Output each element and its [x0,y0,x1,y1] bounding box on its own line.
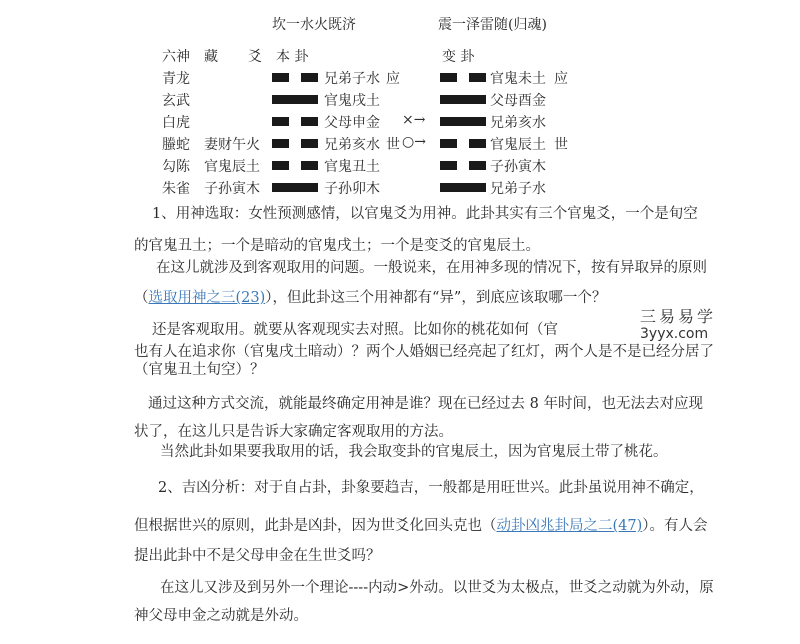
changed-yao-line [440,117,486,126]
paragraph-2-line-2-rest: ），但此卦这三个用神都有“异”，到底应该取哪一个？ [265,290,607,306]
main-yao-label: 兄弟子水 [324,71,380,87]
paragraph-1-line-2: 的官鬼丑土；一个是暗动的官鬼戌土；一个是变爻的官鬼辰土。 [134,238,540,254]
changed-yao-line [440,161,486,170]
paragraph-6-line-1: 2、吉凶分析：对于自占卦，卦象要趋吉，一般都是用旺世兴。此卦虽说用神不确定， [158,480,704,496]
six-god-label: 青龙 [162,71,190,87]
changed-yao-label: 官鬼辰土 [490,137,546,153]
changed-yao-label: 兄弟子水 [490,181,546,197]
link-moving-gua-omen[interactable]: 动卦凶兆卦局之二(47) [496,518,643,534]
watermark-title: 三易易学 [640,307,717,326]
main-gua-title: 坎一水火既济 [272,17,356,33]
main-yao-label: 父母申金 [324,115,380,131]
paragraph-3-line-1: 还是客观取用。就要从客观现实去对照。比如你的桃花如何（官 [152,322,558,338]
link-select-yongshen[interactable]: 选取用神之三(23) [148,290,266,306]
paragraph-3-line-3: （官鬼丑土旬空）？ [134,362,265,378]
main-yao-line [272,183,318,192]
changed-yao-label: 兄弟亥水 [490,115,546,131]
changed-yao-line [440,183,486,192]
shi-ying-mark: 世 [386,137,400,153]
changed-yao-label: 子孙寅木 [490,159,546,175]
hidden-yao-label: 妻财午火 [204,137,260,153]
six-god-label: 白虎 [162,115,190,131]
col-hidden: 藏 [204,49,218,65]
changed-gua-title: 震一泽雷随(归魂) [438,17,547,33]
hidden-yao-label: 官鬼辰土 [204,159,260,175]
changed-yao-line [440,95,486,104]
main-yao-line [272,73,318,82]
paragraph-5-line-1: 当然此卦如果要我取用的话，我会取变卦的官鬼辰土，因为官鬼辰土带了桃花。 [160,444,668,460]
main-yao-line [272,95,318,104]
moving-mark: ×→ [402,112,426,128]
shi-ying-mark: 应 [386,71,400,87]
paragraph-4-line-1: 通过这种方式交流，就能最终确定用神是谁？现在已经过去 8 年时间，也无法去对应现 [148,396,703,412]
changed-shi-ying-mark: 世 [554,137,568,153]
paragraph-2-line-1: 在这儿就涉及到客观取用的问题。一般说来，在用神多现的情况下，按有异取异的原则 [156,260,707,276]
six-god-label: 朱雀 [162,181,190,197]
six-god-label: 玄武 [162,93,190,109]
moving-mark: ○→ [402,134,426,150]
changed-shi-ying-mark: 应 [554,71,568,87]
main-yao-line [272,117,318,126]
paragraph-6-line-2-a: 但根据世兴的原则，此卦是凶卦，因为世爻化回头克也（ [134,518,497,534]
main-yao-label: 兄弟亥水 [324,137,380,153]
main-yao-line [272,161,318,170]
paragraph-7-line-2: 神父母申金之动就是外动。 [134,608,308,624]
main-yao-line [272,139,318,148]
six-god-label: 勾陈 [162,159,190,175]
watermark-url: 3yyx.com [640,326,709,342]
main-yao-label: 官鬼丑土 [324,159,380,175]
hidden-yao-label: 子孙寅木 [204,181,260,197]
col-changed-gua: 变 卦 [442,49,475,65]
paragraph-4-line-2: 状了，在这儿只是告诉大家确定客观取用的方法。 [134,424,453,440]
paragraph-1-line-1: 1、用神选取：女性预测感情，以官鬼爻为用神。此卦其实有三个官鬼爻，一个是旬空 [152,206,698,222]
col-yao: 爻 [248,49,262,65]
paragraph-6-line-2 [134,516,708,536]
paragraph-7-line-1: 在这儿又涉及到另外一个理论----内动>外动。以世爻为太极点，世爻之动就为外动，原 [160,580,714,596]
main-yao-label: 官鬼戌土 [324,93,380,109]
six-god-label: 螣蛇 [162,137,190,153]
paragraph-6-line-3: 提出此卦中不是父母申金在生世爻吗？ [134,548,381,564]
paragraph-2-line-2 [134,288,606,308]
col-main-gua: 本 卦 [276,49,309,65]
changed-yao-label: 官鬼未土 [490,71,546,87]
changed-yao-line [440,139,486,148]
col-six-gods: 六神 [162,49,190,65]
paren-open: （ [134,290,149,306]
paragraph-3-line-2: 也有人在追求你（官鬼戌土暗动）？两个人婚姻已经亮起了红灯，两个人是不是已经分居了 [134,344,714,360]
main-yao-label: 子孙卯木 [324,181,380,197]
changed-yao-label: 父母酉金 [490,93,546,109]
changed-yao-line [440,73,486,82]
paragraph-6-line-2-b: ）。有人会 [642,518,708,534]
